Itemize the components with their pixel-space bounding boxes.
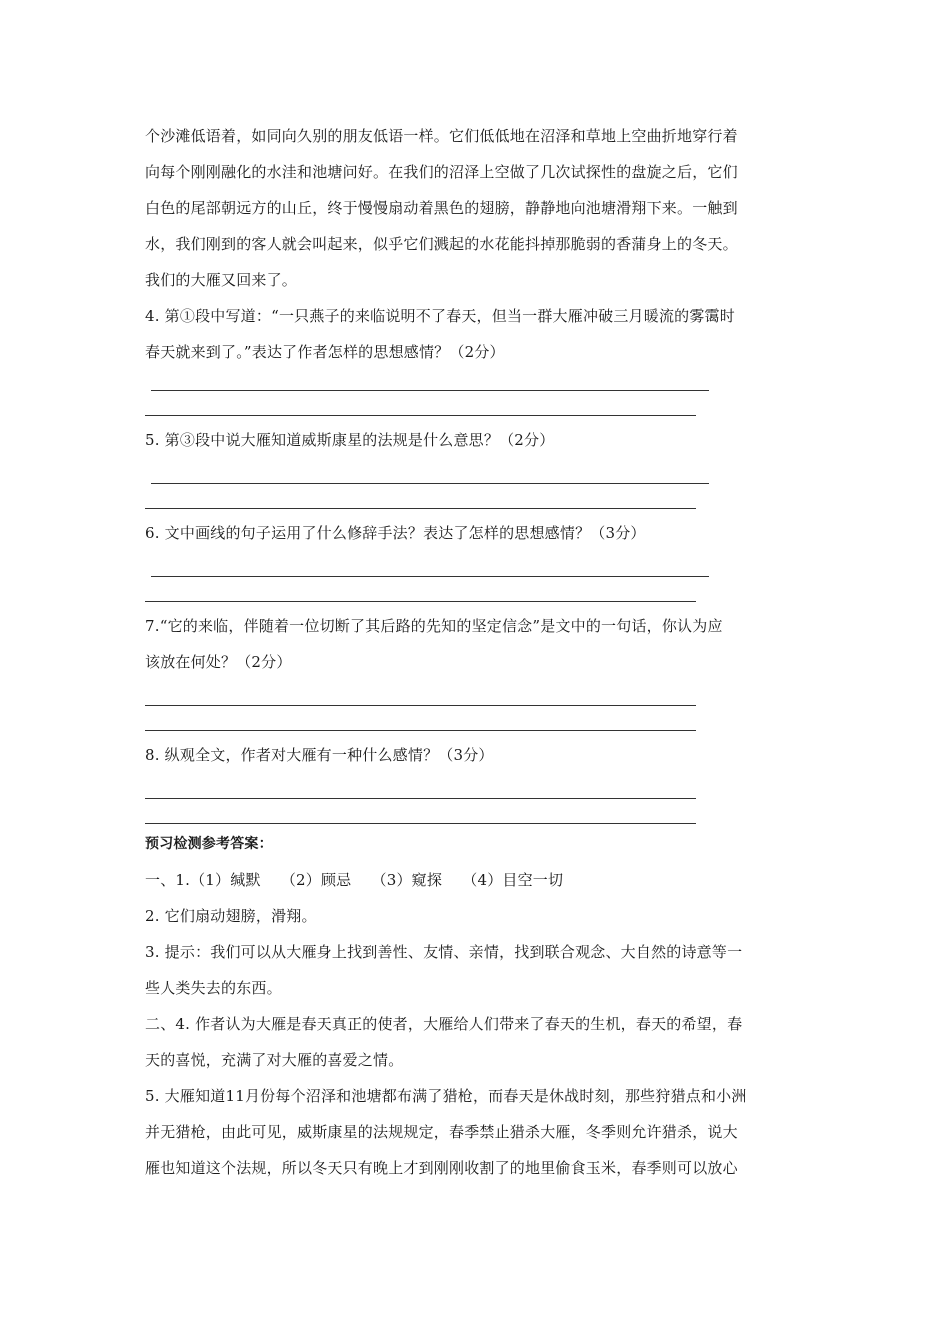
answer-text-line: 2. 它们扇动翅膀，滑翔。 (145, 907, 317, 925)
question-5-line: 5. 第③段中说大雁知道威斯康星的法规是什么意思？（2分） (145, 431, 555, 449)
question-8-line: 8. 纵观全文，作者对大雁有一种什么感情？（3分） (145, 746, 494, 764)
question-4-line: 4. 第①段中写道：“一只燕子的来临说明不了春天，但当一群大雁冲破三月暖流的雾霭时 (145, 307, 735, 325)
passage-line: 个沙滩低语着，如同向久别的朋友低语一样。它们低低地在沼泽和草地上空曲折地穿行着 (145, 127, 738, 145)
answer-text-line: 些人类失去的东西。 (145, 979, 282, 997)
answers-heading: 预习检测参考答案： (145, 836, 273, 852)
answer-text-line: 5. 大雁知道11月份每个沼泽和池塘都布满了猎枪，而春天是休战时刻，那些狩猎点和小洲 (145, 1087, 747, 1105)
answer-text-line: 天的喜悦，充满了对大雁的喜爱之情。 (145, 1051, 404, 1069)
answer-text-line: 并无猎枪，由此可见，威斯康星的法规规定，春季禁止猎杀大雁，冬季则允许猎杀，说大 (145, 1123, 738, 1141)
passage-line: 水，我们刚到的客人就会叫起来，似乎它们溅起的水花能抖掉那脆弱的香蒲身上的冬天。 (145, 235, 738, 253)
answer-text-line: 雁也知道这个法规，所以冬天只有晚上才到刚刚收割了的地里偷食玉米，春季则可以放心 (145, 1159, 738, 1177)
question-7-line: 7.“它的来临，伴随着一位切断了其后路的先知的坚定信念”是文中的一句话，你认为应 (145, 617, 723, 635)
page-content (145, 118, 810, 1186)
passage-line: 我们的大雁又回来了。 (145, 271, 298, 289)
question-6-line: 6. 文中画线的句子运用了什么修辞手法？表达了怎样的思想感情？（3分） (145, 524, 646, 542)
answer-text-line: 一、1.（1）缄默 （2）顾忌 （3）窥探 （4）目空一切 (145, 871, 564, 889)
answer-text-line: 3. 提示：我们可以从大雁身上找到善性、友情、亲情，找到联合观念、大自然的诗意等一 (145, 943, 743, 961)
passage-line: 白色的尾部朝远方的山丘，终于慢慢扇动着黑色的翅膀，静静地向池塘滑翔下来。一触到 (145, 199, 738, 217)
answer-text-line: 二、4. 作者认为大雁是春天真正的使者，大雁给人们带来了春天的生机，春天的希望，春 (145, 1015, 743, 1033)
question-7-line: 该放在何处？（2分） (145, 653, 292, 671)
question-4-line: 春天就来到了。”表达了作者怎样的思想感情？（2分） (145, 343, 505, 361)
passage-line: 向每个刚刚融化的水洼和池塘问好。在我们的沼泽上空做了几次试探性的盘旋之后，它们 (145, 163, 738, 181)
